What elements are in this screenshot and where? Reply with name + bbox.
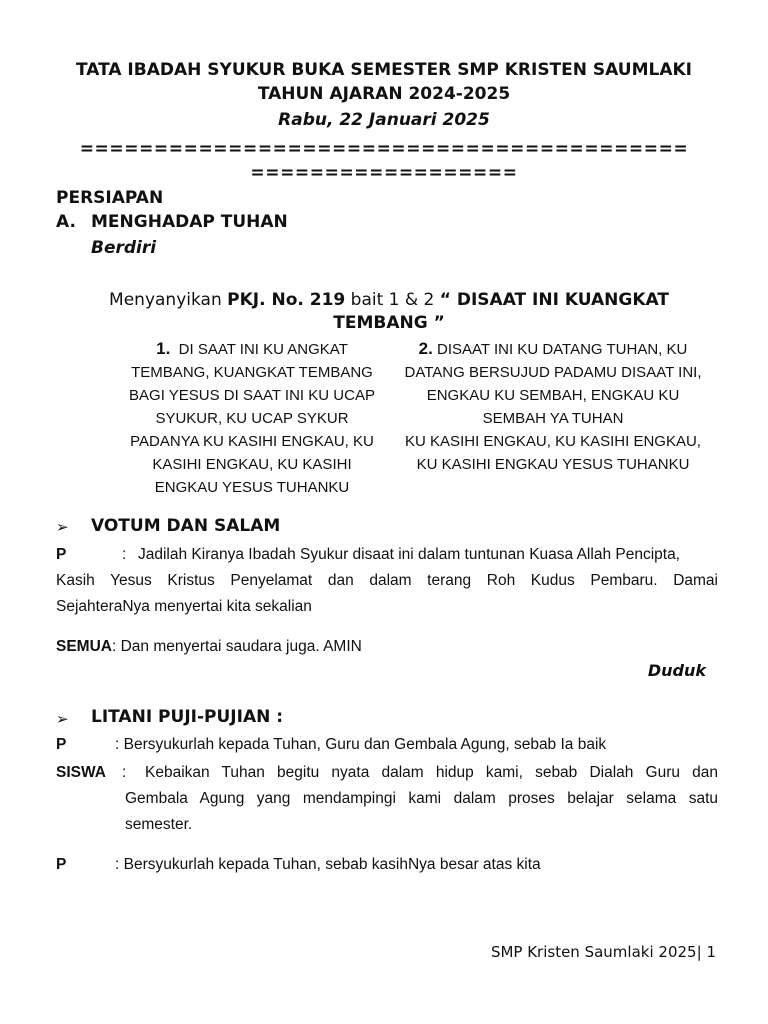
- verse-line: DI SAAT INI KU ANGKAT: [178, 341, 348, 358]
- verse-line: ENGKAU KU SEMBAH, ENGKAU KU: [426, 387, 680, 404]
- speaker-siswa-label: SISWA: [56, 764, 106, 781]
- verse-line: KU KASIHI ENGKAU YESUS TUHANKU: [416, 456, 690, 473]
- section-letter: A.: [56, 212, 76, 232]
- song-title: “ DISAAT INI KUANGKAT: [439, 290, 669, 310]
- votum-text-line-1: Jadilah Kiranya Ibadah Syukur disaat ini dalam tuntunan Kuasa Allah Pencipta,: [138, 546, 680, 563]
- song-verse-2: [396, 337, 710, 476]
- semua-response: [56, 636, 362, 658]
- votum-heading: VOTUM DAN SALAM: [91, 516, 281, 536]
- posture-standing: Berdiri: [91, 238, 157, 258]
- section-title: MENGHADAP TUHAN: [91, 212, 288, 232]
- speaker-semua-label: SEMUA: [56, 638, 112, 655]
- siswa-text-line-2: Gembala Agung yang mendampingi kami dalam proses belajar selama satu: [125, 790, 718, 807]
- arrow-bullet-icon: ➢: [56, 518, 69, 536]
- verse-line: DISAAT INI KU DATANG TUHAN, KU: [437, 341, 688, 358]
- speaker-p-colon: :: [122, 546, 127, 563]
- verse-line: BAGI YESUS DI SAAT INI KU UCAP: [129, 387, 375, 404]
- verse-1-number: 1.: [156, 339, 171, 358]
- semua-text: : Dan menyertai saudara juga. AMIN: [111, 638, 362, 655]
- verse-line: PADANYA KU KASIHI ENGKAU, KU: [130, 433, 374, 450]
- preparation-label: PERSIAPAN: [56, 188, 164, 208]
- posture-sitting: Duduk: [647, 661, 706, 680]
- votum-text-line-2: Kasih Yesus Kristus Penyelamat dan dalam terang Roh Kudus Pembaru. Damai: [56, 572, 718, 589]
- speaker-p-label: P: [56, 856, 67, 873]
- academic-year: TAHUN AJARAN 2024-2025: [257, 84, 511, 104]
- speaker-p-label: P: [56, 546, 67, 563]
- verse-line: DATANG BERSUJUD PADAMU DISAAT INI,: [404, 364, 702, 381]
- divider-line-2: ==================: [250, 163, 518, 183]
- song-intro-text: Menyanyikan: [109, 290, 228, 310]
- footer-school: SMP Kristen Saumlaki: [490, 943, 654, 961]
- speaker-p-label: P: [56, 736, 67, 753]
- verse-line: SEMBAH YA TUHAN: [482, 410, 624, 427]
- verse-line: KASIHI ENGKAU, KU KASIHI: [152, 456, 352, 473]
- footer-separator: |: [696, 943, 702, 961]
- song-number: PKJ. No. 219: [227, 290, 346, 310]
- arrow-bullet-icon: ➢: [56, 710, 69, 728]
- song-intro: [60, 289, 718, 335]
- song-verse-1: [112, 337, 392, 499]
- verse-line: TEMBANG, KUANGKAT TEMBANG: [131, 364, 373, 381]
- song-verses-note: bait 1 & 2: [345, 290, 440, 310]
- siswa-text-line-3: semester.: [125, 816, 193, 833]
- song-title-end: TEMBANG ”: [333, 313, 445, 333]
- divider-line-1: =========================================: [79, 139, 689, 159]
- verse-2-number: 2.: [418, 339, 433, 358]
- service-date: Rabu, 22 Januari 2025: [278, 110, 490, 130]
- verse-line: ENGKAU YESUS TUHANKU: [154, 479, 350, 496]
- page-footer: [491, 942, 716, 962]
- speaker-siswa-colon: :: [122, 764, 127, 781]
- page-number: 1: [706, 943, 716, 961]
- document-title: TATA IBADAH SYUKUR BUKA SEMESTER SMP KRISTEN SAUMLAKI: [75, 60, 693, 80]
- litani-p1-text: : Bersyukurlah kepada Tuhan, Guru dan Gembala Agung, sebab Ia baik: [115, 736, 607, 753]
- votum-text-line-3: SejahteraNya menyertai kita sekalian: [56, 598, 312, 615]
- footer-year: 2025: [658, 943, 697, 961]
- verse-line: SYUKUR, KU UCAP SYKUR: [155, 410, 349, 427]
- verse-line: KU KASIHI ENGKAU, KU KASIHI ENGKAU,: [405, 433, 701, 450]
- litani-p2-text: : Bersyukurlah kepada Tuhan, sebab kasihNya besar atas kita: [115, 856, 541, 873]
- litani-heading: LITANI PUJI-PUJIAN :: [91, 707, 284, 727]
- siswa-text-line-1: Kebaikan Tuhan begitu nyata dalam hidup kami, sebab Dialah Guru dan: [145, 764, 718, 781]
